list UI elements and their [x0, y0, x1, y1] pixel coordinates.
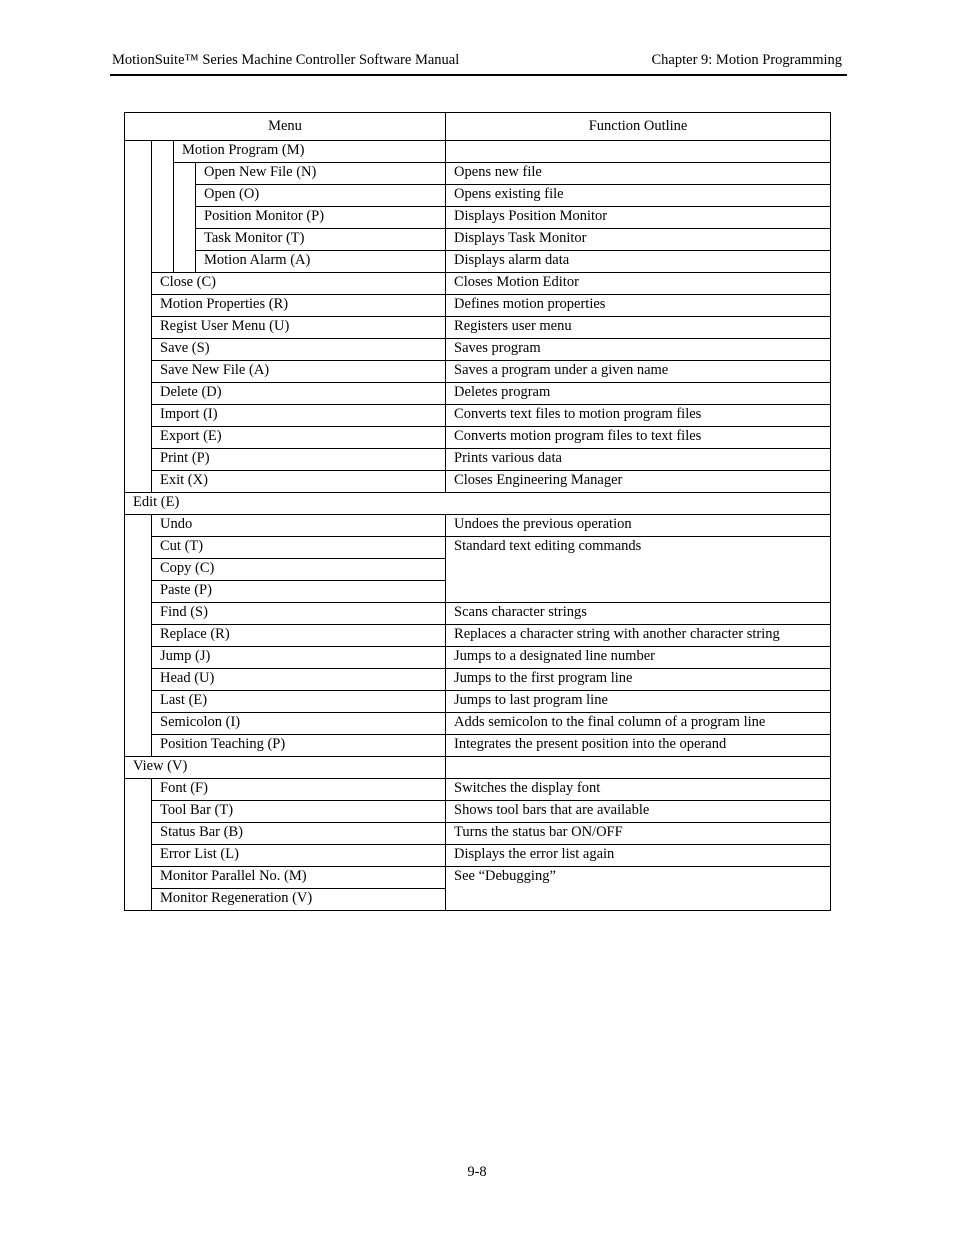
header-rule — [110, 74, 847, 76]
menu-item-cell: Copy (C) — [152, 559, 446, 581]
function-outline-cell: Standard text editing commands — [446, 537, 831, 603]
table-row — [125, 141, 831, 163]
indent-cell — [174, 163, 196, 273]
function-outline-cell: Switches the display font — [446, 779, 831, 801]
chapter-title: Chapter 9: Motion Programming — [651, 52, 842, 68]
table-row — [125, 823, 831, 845]
menu-item-cell: Status Bar (B) — [152, 823, 446, 845]
menu-item-cell: Font (F) — [152, 779, 446, 801]
indent-cell — [152, 141, 174, 273]
function-outline-cell: Adds semicolon to the final column of a program line — [446, 713, 831, 735]
function-outline-cell: See “Debugging” — [446, 867, 831, 911]
function-outline-cell — [446, 141, 831, 163]
table-row — [125, 757, 831, 779]
function-outline-cell: Displays the error list again — [446, 845, 831, 867]
menu-item-cell: Edit (E) — [125, 493, 831, 515]
table-row — [125, 845, 831, 867]
menu-item-cell: Open (O) — [196, 185, 446, 207]
table-row — [125, 317, 831, 339]
function-outline-cell: Jumps to last program line — [446, 691, 831, 713]
table-row — [125, 405, 831, 427]
menu-item-cell: Replace (R) — [152, 625, 446, 647]
function-outline-cell: Closes Motion Editor — [446, 273, 831, 295]
menu-item-cell: View (V) — [125, 757, 446, 779]
function-outline-cell: Jumps to the first program line — [446, 669, 831, 691]
function-outline-cell: Defines motion properties — [446, 295, 831, 317]
menu-item-cell: Motion Program (M) — [174, 141, 446, 163]
function-outline-cell: Deletes program — [446, 383, 831, 405]
function-outline-cell: Displays Position Monitor — [446, 207, 831, 229]
table-row — [125, 647, 831, 669]
function-outline-cell: Registers user menu — [446, 317, 831, 339]
function-outline-cell: Shows tool bars that are available — [446, 801, 831, 823]
table-row — [125, 229, 831, 251]
table-row — [125, 801, 831, 823]
function-outline-cell: Prints various data — [446, 449, 831, 471]
menu-item-cell: Monitor Parallel No. (M) — [152, 867, 446, 889]
function-outline-cell: Turns the status bar ON/OFF — [446, 823, 831, 845]
menu-item-cell: Open New File (N) — [196, 163, 446, 185]
menu-item-cell: Position Teaching (P) — [152, 735, 446, 757]
menu-item-cell: Undo — [152, 515, 446, 537]
menu-item-cell: Head (U) — [152, 669, 446, 691]
menu-item-cell: Error List (L) — [152, 845, 446, 867]
menu-item-cell: Delete (D) — [152, 383, 446, 405]
table-row — [125, 251, 831, 273]
menu-item-cell: Close (C) — [152, 273, 446, 295]
menu-item-cell: Cut (T) — [152, 537, 446, 559]
function-outline-cell: Jumps to a designated line number — [446, 647, 831, 669]
function-outline-cell: Integrates the present position into the operand — [446, 735, 831, 757]
indent-cell — [125, 779, 152, 911]
indent-cell — [125, 515, 152, 757]
table-row — [125, 207, 831, 229]
table-row — [125, 185, 831, 207]
function-outline-cell: Opens new file — [446, 163, 831, 185]
table-row — [125, 295, 831, 317]
menu-item-cell: Exit (X) — [152, 471, 446, 493]
menu-item-cell: Monitor Regeneration (V) — [152, 889, 446, 911]
menu-item-cell: Import (I) — [152, 405, 446, 427]
table-row — [125, 361, 831, 383]
table-row — [125, 691, 831, 713]
menu-item-cell: Position Monitor (P) — [196, 207, 446, 229]
function-column-header: Function Outline — [446, 113, 831, 141]
table-row — [125, 163, 831, 185]
table-row — [125, 779, 831, 801]
menu-item-cell: Motion Alarm (A) — [196, 251, 446, 273]
table-row — [125, 449, 831, 471]
table-row — [125, 515, 831, 537]
table-row — [125, 669, 831, 691]
function-outline-cell: Converts motion program files to text files — [446, 427, 831, 449]
table-row — [125, 493, 831, 515]
function-outline-cell: Replaces a character string with another character string — [446, 625, 831, 647]
menu-item-cell: Save New File (A) — [152, 361, 446, 383]
function-outline-cell: Saves a program under a given name — [446, 361, 831, 383]
table-row — [125, 625, 831, 647]
table-row — [125, 537, 831, 559]
table-row — [125, 867, 831, 889]
table-row — [125, 383, 831, 405]
function-outline-cell: Displays alarm data — [446, 251, 831, 273]
function-outline-cell: Undoes the previous operation — [446, 515, 831, 537]
function-outline-cell: Closes Engineering Manager — [446, 471, 831, 493]
table-row — [125, 273, 831, 295]
menu-item-cell: Paste (P) — [152, 581, 446, 603]
table-row — [125, 427, 831, 449]
menu-item-cell: Jump (J) — [152, 647, 446, 669]
menu-item-cell: Semicolon (I) — [152, 713, 446, 735]
function-outline-cell: Displays Task Monitor — [446, 229, 831, 251]
menu-item-cell: Print (P) — [152, 449, 446, 471]
menu-item-cell: Motion Properties (R) — [152, 295, 446, 317]
manual-title: MotionSuite™ Series Machine Controller Software Manual — [112, 52, 460, 68]
table-header-row — [125, 113, 831, 141]
function-outline-cell — [446, 757, 831, 779]
menu-item-cell: Tool Bar (T) — [152, 801, 446, 823]
menu-item-cell: Save (S) — [152, 339, 446, 361]
menu-item-cell: Last (E) — [152, 691, 446, 713]
table-row — [125, 735, 831, 757]
function-outline-cell: Saves program — [446, 339, 831, 361]
menu-column-header: Menu — [125, 113, 446, 141]
table-row — [125, 603, 831, 625]
menu-item-cell: Find (S) — [152, 603, 446, 625]
menu-function-table — [124, 112, 831, 911]
page-number: 9-8 — [467, 1164, 487, 1180]
menu-item-cell: Regist User Menu (U) — [152, 317, 446, 339]
indent-cell — [125, 141, 152, 493]
menu-item-cell: Export (E) — [152, 427, 446, 449]
table-row — [125, 471, 831, 493]
function-outline-cell: Converts text files to motion program files — [446, 405, 831, 427]
table-row — [125, 713, 831, 735]
table-row — [125, 339, 831, 361]
function-outline-cell: Opens existing file — [446, 185, 831, 207]
function-outline-cell: Scans character strings — [446, 603, 831, 625]
menu-item-cell: Task Monitor (T) — [196, 229, 446, 251]
